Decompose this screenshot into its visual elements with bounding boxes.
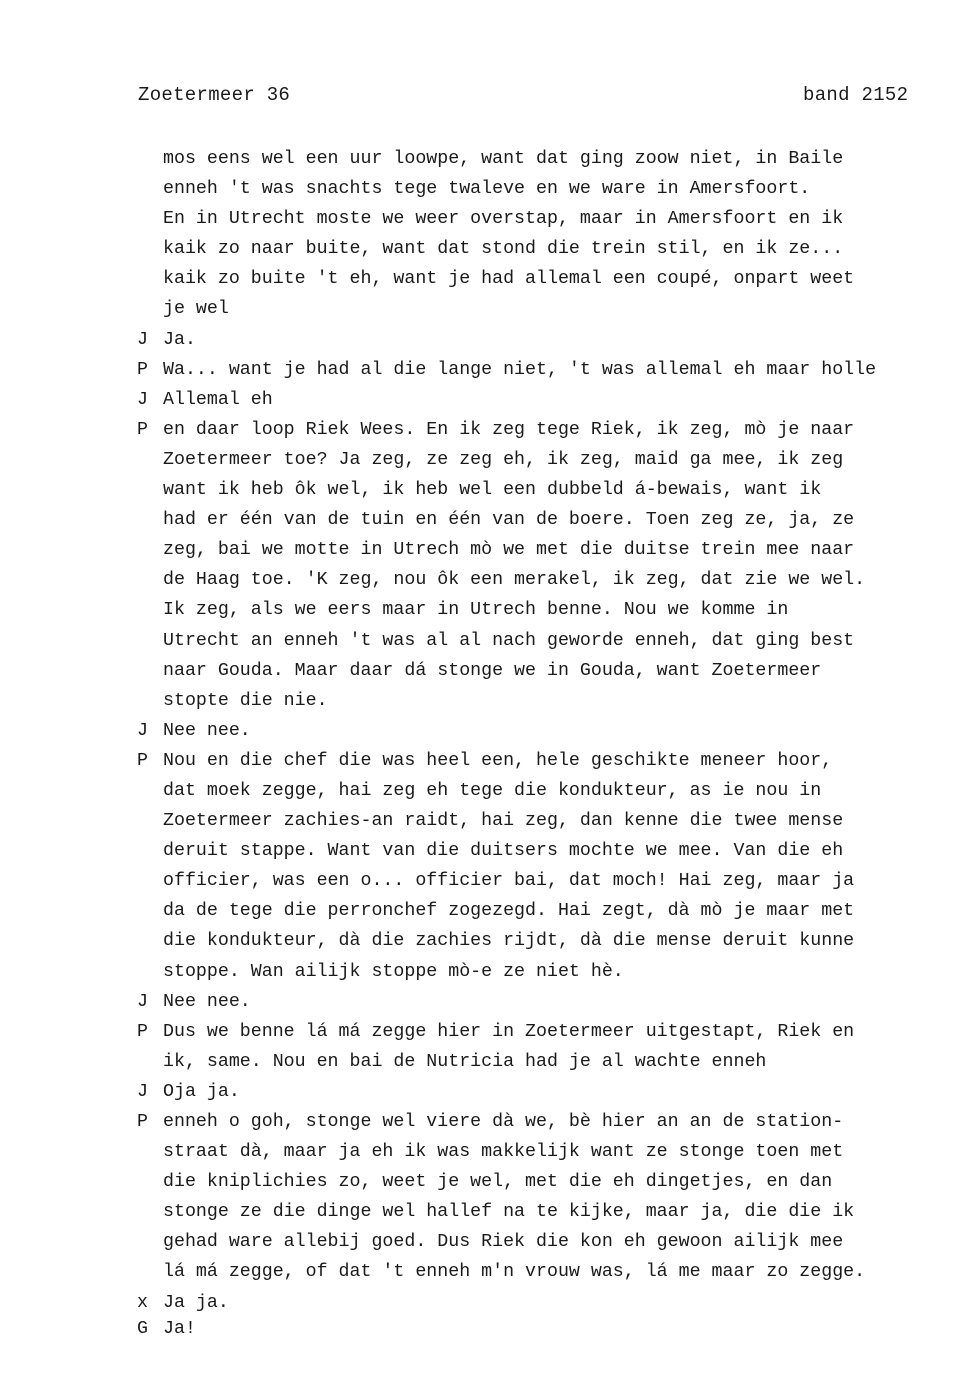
line-text: zeg, bai we motte in Utrech mò we met die duitse trein mee naar <box>163 540 855 561</box>
line-text: Allemal eh <box>163 389 273 410</box>
transcript-line <box>137 866 967 896</box>
transcript <box>137 144 967 1341</box>
line-text: en daar loop Riek Wees. En ik zeg tege Riek, ik zeg, mò je naar <box>163 419 855 440</box>
line-text: mos eens wel een uur loowpe, want dat ging zoow niet, in Baile <box>163 149 844 169</box>
transcript-line <box>137 716 967 746</box>
transcript-line <box>137 294 967 324</box>
transcript-line <box>137 355 967 385</box>
tape-number: band 2152 <box>803 84 909 106</box>
transcript-line <box>137 926 967 956</box>
transcript-line <box>137 234 967 264</box>
line-text: ik, same. Nou en bai de Nutricia had je al wachte enneh <box>163 1051 767 1072</box>
transcript-line <box>137 776 967 806</box>
document-title: Zoetermeer 36 <box>138 84 291 106</box>
line-text: de Haag toe. 'K zeg, nou ôk een merakel, ik zeg, dat zie we wel. <box>163 570 866 591</box>
transcript-line <box>137 626 967 656</box>
transcript-line <box>137 415 967 445</box>
transcript-line <box>137 475 967 505</box>
speaker-label: J <box>137 389 148 410</box>
transcript-line <box>137 445 967 475</box>
transcript-line <box>137 1288 967 1318</box>
speaker-label: J <box>137 991 148 1012</box>
transcript-line <box>137 746 967 776</box>
transcript-line <box>137 1257 967 1287</box>
line-text: Ja. <box>163 329 196 350</box>
line-text: naar Gouda. Maar daar dá stonge we in Gouda, want Zoetermeer <box>163 660 822 681</box>
line-text: officier, was een o... officier bai, dat moch! Hai zeg, maar ja <box>163 871 855 892</box>
line-text: stopte die nie. <box>163 690 328 711</box>
line-text: lá má zegge, of dat 't enneh m'n vrouw was, lá me maar zo zegge. <box>163 1262 866 1283</box>
transcript-line <box>137 1017 967 1047</box>
transcript-line <box>137 987 967 1017</box>
line-text: Utrecht an enneh 't was al al nach geworde enneh, dat ging best <box>163 630 855 651</box>
transcript-line <box>137 656 967 686</box>
line-text: Zoetermeer toe? Ja zeg, ze zeg eh, ik zeg, maid ga mee, ik zeg <box>163 449 844 470</box>
transcript-line <box>137 1077 967 1107</box>
line-text: stoppe. Wan ailijk stoppe mò-e ze niet hè. <box>163 961 624 982</box>
line-text: die kniplichies zo, weet je wel, met die eh dingetjes, en dan <box>163 1172 833 1193</box>
transcript-line <box>137 686 967 716</box>
speaker-label: P <box>137 419 148 440</box>
line-text: straat dà, maar ja eh ik was makkelijk want ze stonge toen met <box>163 1142 844 1163</box>
transcript-line <box>137 1167 967 1197</box>
transcript-line <box>137 144 967 174</box>
transcript-line <box>137 1107 967 1137</box>
line-text: kaik zo buite 't eh, want je had allemal een coupé, onpart weet <box>163 269 855 290</box>
transcript-line <box>137 565 967 595</box>
line-text: Nee nee. <box>163 991 251 1012</box>
transcript-line <box>137 595 967 625</box>
line-text: Dus we benne lá má zegge hier in Zoetermeer uitgestapt, Riek en <box>163 1021 855 1042</box>
line-text: want ik heb ôk wel, ik heb wel een dubbeld á-bewais, want ik <box>163 480 822 501</box>
speaker-label: P <box>137 1021 148 1042</box>
line-text: stonge ze die dinge wel hallef na te kijke, maar ja, die die ik <box>163 1202 855 1223</box>
transcript-line <box>137 1137 967 1167</box>
line-text: Ja! <box>163 1318 196 1339</box>
line-text: je wel <box>163 299 229 320</box>
transcript-line <box>137 385 967 415</box>
line-text: had er één van de tuin en één van de boere. Toen zeg ze, ja, ze <box>163 510 855 531</box>
transcript-line <box>137 1197 967 1227</box>
line-text: Wa... want je had al die lange niet, 't was allemal eh maar holle <box>163 359 877 380</box>
line-text: kaik zo naar buite, want dat stond die trein stil, en ik ze... <box>163 239 844 260</box>
line-text: Ja ja. <box>163 1292 229 1313</box>
transcript-line <box>137 535 967 565</box>
line-text: Zoetermeer zachies-an raidt, hai zeg, dan kenne die twee mense <box>163 811 844 832</box>
transcript-line <box>137 1318 967 1341</box>
line-text: En in Utrecht moste we weer overstap, maar in Amersfoort en ik <box>163 209 844 230</box>
line-text: da de tege die perronchef zogezegd. Hai zegt, dà mò je maar met <box>163 901 855 922</box>
transcript-line <box>137 174 967 204</box>
transcript-line <box>137 505 967 535</box>
line-text: Nou en die chef die was heel een, hele geschikte meneer hoor, <box>163 750 833 771</box>
line-text: enneh 't was snachts tege twaleve en we ware in Amersfoort. <box>163 179 811 200</box>
speaker-label: J <box>137 720 148 741</box>
transcript-line <box>137 1227 967 1257</box>
transcript-line <box>137 836 967 866</box>
speaker-label: P <box>137 359 148 380</box>
transcript-line <box>137 896 967 926</box>
transcript-line <box>137 264 967 294</box>
line-text: gehad ware allebij goed. Dus Riek die kon eh gewoon ailijk mee <box>163 1232 844 1253</box>
transcript-line <box>137 1047 967 1077</box>
line-text: Oja ja. <box>163 1081 240 1102</box>
line-text: dat moek zegge, hai zeg eh tege die kondukteur, as ie nou in <box>163 780 822 801</box>
speaker-label: J <box>137 1081 148 1102</box>
speaker-label: J <box>137 329 148 350</box>
speaker-label: P <box>137 1112 148 1132</box>
speaker-label: x <box>137 1292 148 1313</box>
line-text: die kondukteur, dà die zachies rijdt, dà die mense deruit kunne <box>163 931 855 952</box>
line-text: deruit stappe. Want van die duitsers mochte we mee. Van die eh <box>163 841 844 862</box>
line-text: Nee nee. <box>163 720 251 741</box>
speaker-label: P <box>137 750 148 771</box>
transcript-line <box>137 325 967 355</box>
line-text: enneh o goh, stonge wel viere dà we, bè hier an an de station- <box>163 1112 844 1132</box>
transcript-line <box>137 204 967 234</box>
transcript-line <box>137 806 967 836</box>
line-text: Ik zeg, als we eers maar in Utrech benne. Nou we komme in <box>163 600 789 621</box>
transcript-line <box>137 957 967 987</box>
speaker-label: G <box>137 1318 148 1339</box>
